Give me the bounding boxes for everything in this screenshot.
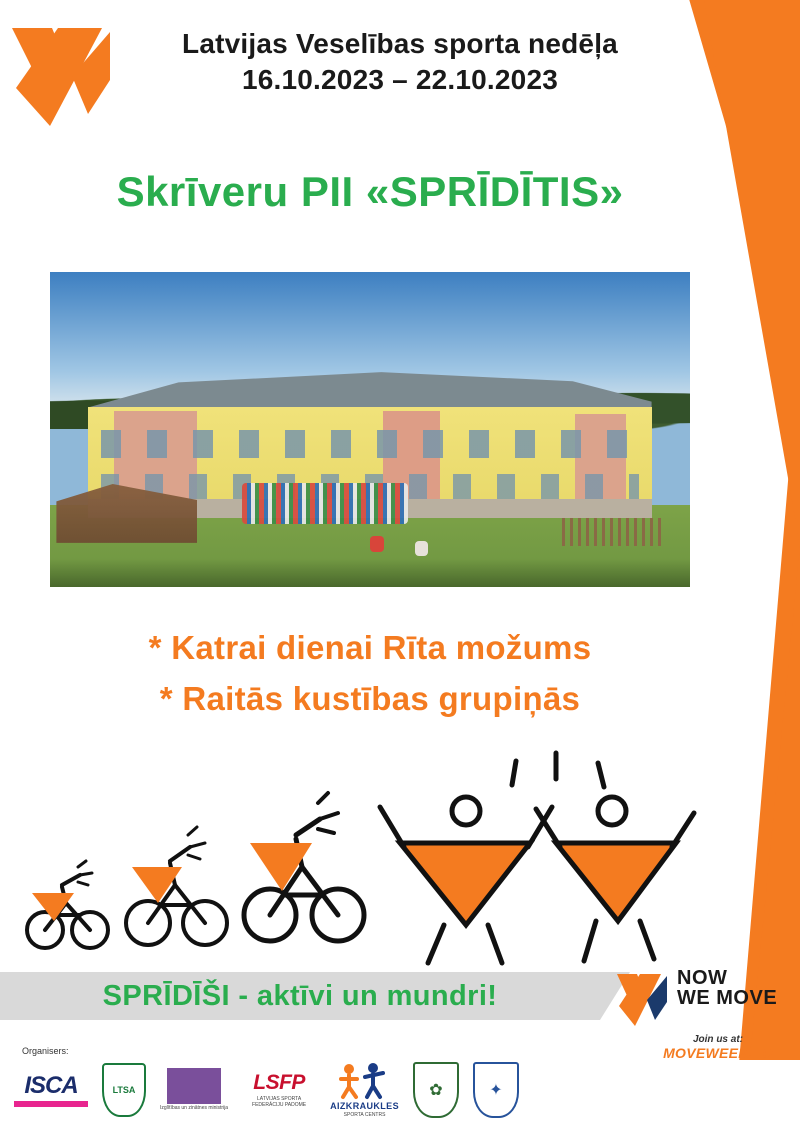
- bottom-banner: [0, 972, 600, 1020]
- now-we-move-wordmark: [677, 968, 777, 1009]
- poster-header: [120, 26, 680, 98]
- cyclist-small-icon: [27, 861, 108, 948]
- lstf-logo: [102, 1063, 146, 1117]
- lsfp-wordmark: LSFP: [253, 1070, 305, 1094]
- cyclist-large-icon: [244, 793, 364, 941]
- photo-window-row-upper: [101, 430, 639, 458]
- header-line-2: 16.10.2023 – 22.10.2023: [241, 63, 558, 95]
- lstf-shield-label: LTSA: [112, 1084, 136, 1095]
- sponsor-logo-strip: [8, 1052, 614, 1127]
- photo-child-b: [415, 541, 428, 556]
- cyclist-medium-icon: [126, 827, 227, 945]
- isca-wordmark: ISCA: [24, 1072, 78, 1099]
- sport-centre-caption: SPORTA CENTRS: [343, 1111, 386, 1118]
- lsfp-caption: LATVIJAS SPORTA FEDERĀCIJU PADOME: [252, 1095, 307, 1108]
- photo-fence: [562, 518, 664, 546]
- now-we-move-arrow-logo-icon: [10, 18, 130, 133]
- photo-child-a: [370, 536, 384, 552]
- cyclists-and-celebration-illustration: [0, 735, 740, 970]
- page-title: Skrīveru PII «SPRĪDĪTIS»: [116, 168, 624, 215]
- isca-logo: [14, 1072, 88, 1107]
- now-we-move-line-1: NOW: [677, 967, 728, 989]
- organisers-label: Organisers:: [22, 1046, 69, 1056]
- skriveru-novads-crest: [413, 1062, 459, 1118]
- photo-content: [50, 272, 690, 587]
- banner-text: SPRĪDĪŠI - aktīvi un mundri!: [102, 979, 498, 1012]
- lsfp-logo: [242, 1071, 316, 1109]
- activity-list: [0, 622, 740, 724]
- ministry-emblem-icon: [167, 1068, 221, 1104]
- header-line-1: Latvijas Veselības sporta nedēļa: [182, 28, 618, 59]
- sport-centre-name: AIZKRAUKLES: [330, 1100, 399, 1111]
- now-we-move-arrow-icon: [615, 968, 673, 1030]
- now-we-move-line-2: WE MOVE: [677, 987, 778, 1010]
- aizkraukles-sporta-centrs-logo: [330, 1061, 399, 1119]
- izglitibas-ministrija-logo: [160, 1068, 228, 1112]
- aizkraukles-novads-crest: [473, 1062, 519, 1118]
- skriveru-crest-symbol: ✿: [429, 1081, 443, 1099]
- photo-children-group: [242, 483, 408, 524]
- join-us-block: [658, 1034, 778, 1061]
- join-us-label: Join us at:: [692, 1034, 743, 1045]
- aizkraukles-crest-icon: [473, 1062, 519, 1118]
- moveweek-url[interactable]: MOVEWEEK.EU: [663, 1045, 773, 1061]
- photo-foreground-shadow: [50, 559, 690, 587]
- ministry-caption: Izglītības un zinātnes ministrija: [160, 1104, 229, 1111]
- skriveru-crest-icon: [413, 1062, 459, 1118]
- aizkraukles-crest-symbol: ✦: [489, 1081, 503, 1099]
- activity-item-2: * Raitās kustības grupiņās: [159, 680, 581, 718]
- isca-underline: [14, 1101, 88, 1107]
- kindergarten-building-photo: [50, 272, 690, 587]
- celebrating-figures-icon: [380, 753, 694, 963]
- sport-centre-figures-icon: [337, 1061, 393, 1101]
- lstf-shield-icon: [102, 1063, 146, 1117]
- activity-item-1: * Katrai dienai Rīta možums: [148, 629, 592, 666]
